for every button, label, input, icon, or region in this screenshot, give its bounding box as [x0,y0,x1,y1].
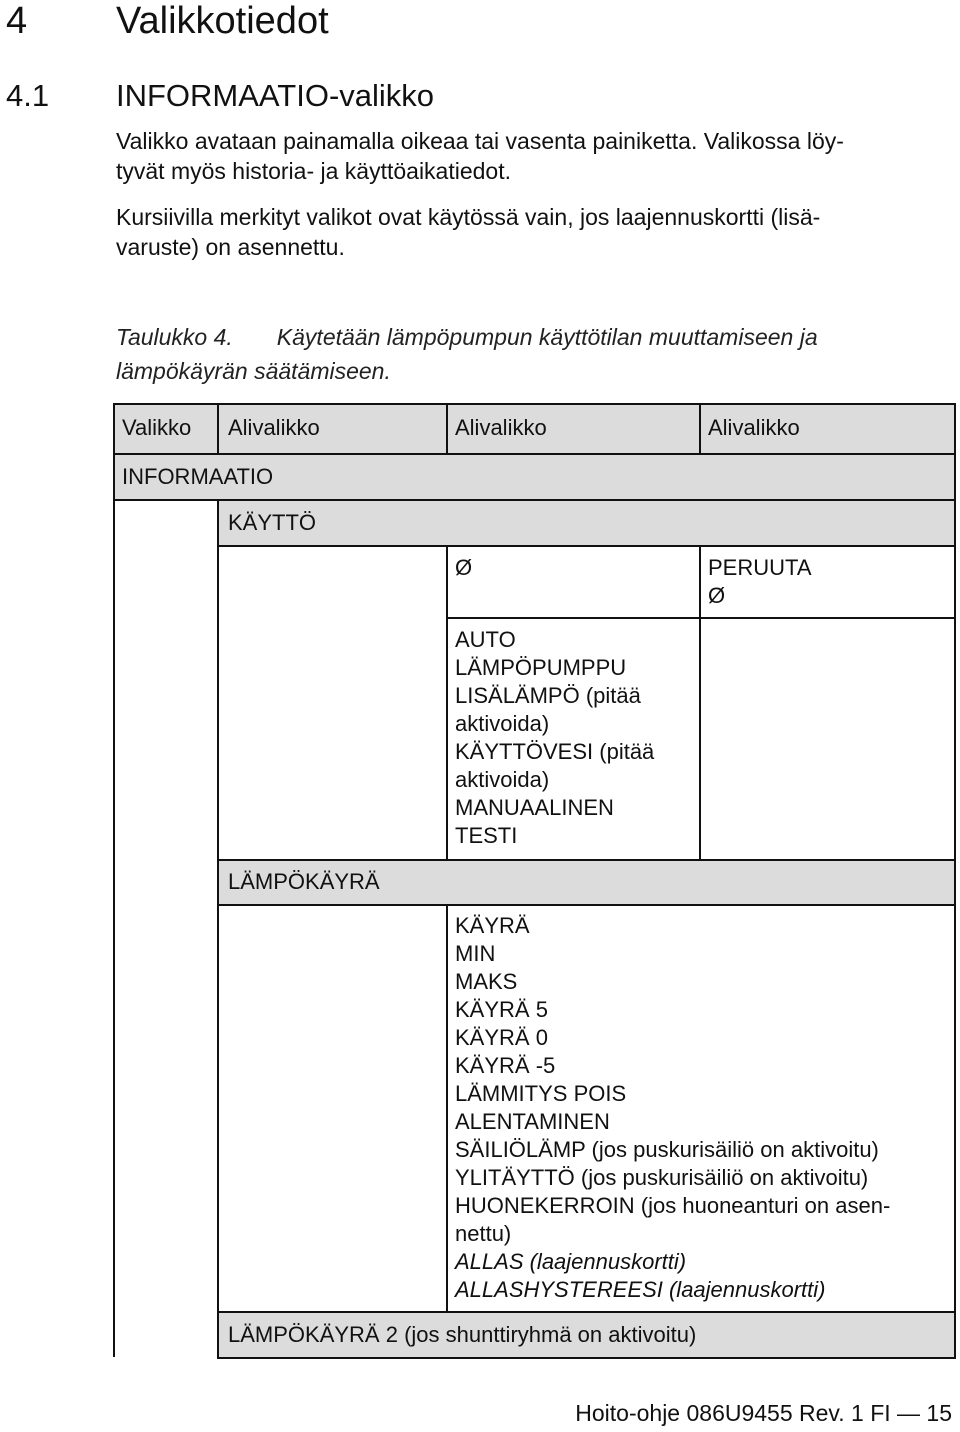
table-line [114,403,956,405]
list-item: aktivoida) [455,711,550,736]
list-item: MANUAALINEN [455,795,614,820]
table-line [446,403,448,454]
table-line [217,1311,956,1313]
list-item: KÄYRÄ [455,913,530,938]
kaytto-options-list [455,626,654,850]
table-line [217,403,219,454]
page-footer: Hoito-ohje 086U9455 Rev. 1 FI — 15 [575,1400,952,1426]
paragraph-intro: Valikko avataan painamalla oikeaa tai vasenta painiketta. Valikossa löy- tyvät myös historia- ja käyttöaikatiedot. [116,128,844,184]
list-item: SÄILIÖLÄMP (jos puskurisäiliö on aktivoitu) [455,1137,879,1162]
lampokayra-options-list [455,912,890,1304]
section-title: INFORMAATIO-valikko [116,78,435,113]
table-line [446,904,448,1313]
list-item: KÄYTTÖVESI (pitää [455,739,655,764]
header-alivalikko-2: Alivalikko [455,415,547,440]
submenu-lampokayra2: LÄMPÖKÄYRÄ 2 (jos shunttiryhmä on aktivoitu) [228,1322,697,1347]
kaytto-sub-empty: Ø [455,555,473,580]
header-alivalikko-1: Alivalikko [228,415,320,440]
chapter-number: 4 [6,0,28,42]
kaytto-row [218,500,954,546]
list-item: nettu) [455,1221,512,1246]
table-caption-number: Taulukko 4. [116,324,233,350]
table-line [217,1357,956,1359]
list-item: YLITÄYTTÖ (jos puskurisäiliö on aktivoitu) [455,1165,869,1190]
table-caption: Taulukko 4. Käytetään lämpöpumpun käyttötilan muuttamiseen ja lämpökäyrän säätämiseen. [116,324,818,384]
list-item: KÄYRÄ -5 [455,1053,556,1078]
list-item: TESTI [455,823,518,848]
list-item: aktivoida) [455,767,550,792]
chapter-title: Valikkotiedot [116,0,329,42]
submenu-kaytto: KÄYTTÖ [228,510,317,535]
table-line [217,904,956,906]
table-line [114,499,956,501]
table-line [699,545,701,861]
paragraph-italic-note: Kursiivilla merkityt valikot ovat käytössä vain, jos laajennuskortti (lisä- varuste) on asennettu. [116,204,821,260]
table-line [217,859,956,861]
table-line [954,403,956,1359]
list-item: LÄMMITYS POIS [455,1081,627,1106]
list-item: MIN [455,941,496,966]
table-line [446,545,448,861]
header-valikko: Valikko [122,415,192,440]
table-line [114,453,956,455]
table-line [113,403,115,1357]
list-item: LÄMPÖPUMPPU [455,655,627,680]
submenu-lampokayra: LÄMPÖKÄYRÄ [228,869,380,894]
table-line [446,617,956,619]
peruuta-cell: PERUUTA Ø [708,555,812,608]
list-item: MAKS [455,969,518,994]
list-item: HUONEKERROIN (jos huoneanturi on asen- [455,1193,891,1218]
list-item-optional: ALLAS (laajennuskortti) [455,1249,687,1274]
list-item-optional: ALLASHYSTEREESI (laajennuskortti) [455,1277,826,1302]
table-line [217,545,956,547]
section-number: 4.1 [6,78,50,113]
list-item: KÄYRÄ 0 [455,1025,548,1050]
header-alivalikko-3: Alivalikko [708,415,800,440]
table-line [217,499,219,1359]
list-item: ALENTAMINEN [455,1109,610,1134]
list-item: LISÄLÄMPÖ (pitää [455,683,641,708]
menu-informaatio: INFORMAATIO [122,464,274,489]
table-line [699,403,701,454]
list-item: AUTO [455,627,516,652]
list-item: KÄYRÄ 5 [455,997,548,1022]
